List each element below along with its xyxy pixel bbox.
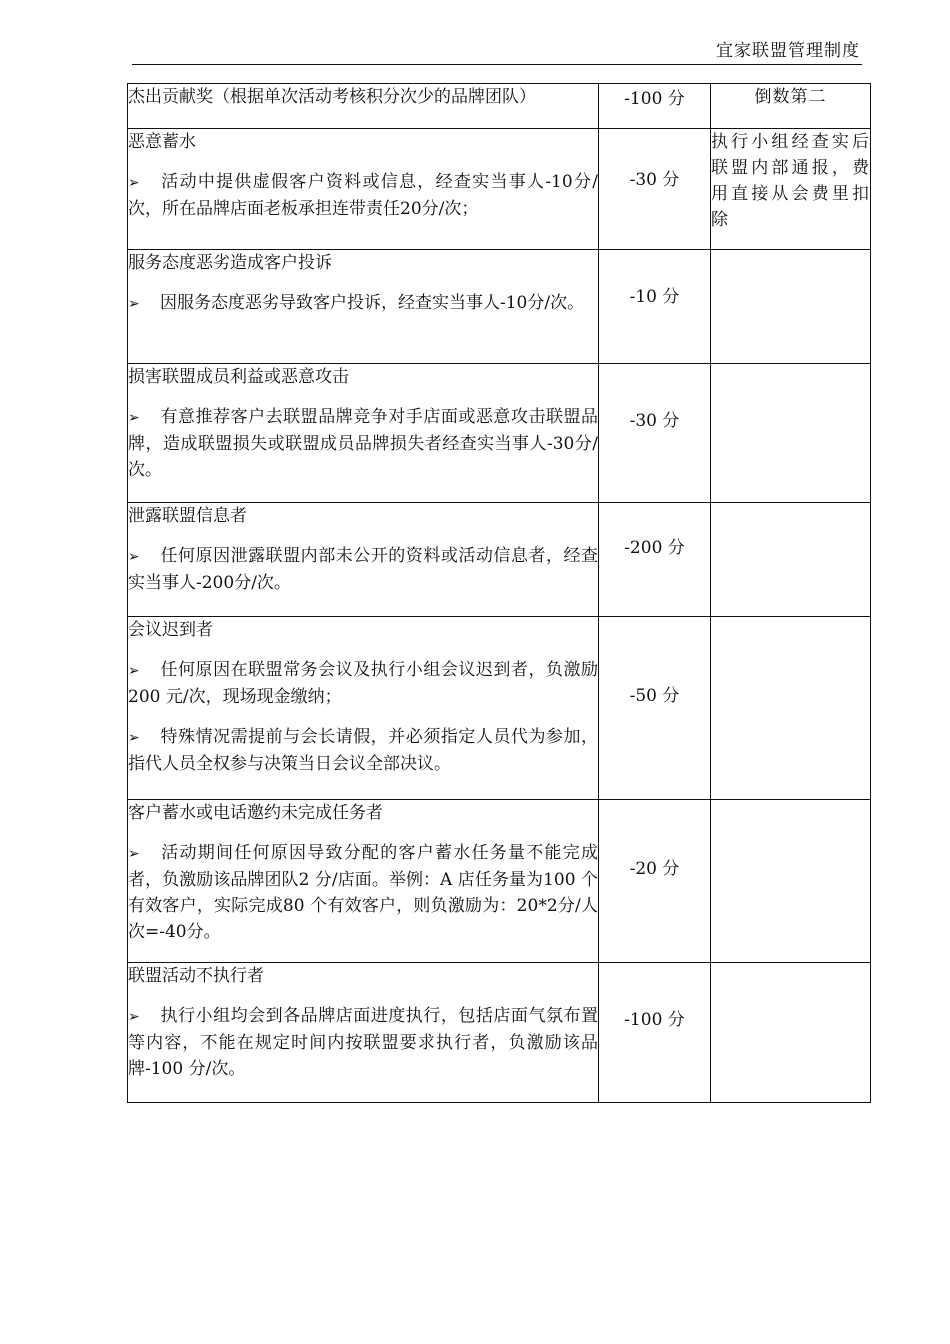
table-row — [128, 503, 871, 617]
table-row — [128, 963, 871, 1103]
rule-bullet-text: 任何原因在联盟常务会议及执行小组会议迟到者，负激励 200 元/次，现场现金缴纳； — [128, 660, 598, 707]
rule-title: 杰出贡献奖（根据单次活动考核积分次少的品牌团队） — [128, 87, 536, 107]
rule-bullet — [128, 290, 598, 317]
rule-bullet-text: 特殊情况需提前与会长请假，并必须指定人员代为参加，指代人员全权参与决策当日会议全部决议。 — [128, 727, 598, 774]
arrow-bullet-icon: ➢ — [128, 730, 140, 746]
rule-bullet — [128, 1003, 598, 1082]
rule-description-cell — [128, 364, 599, 503]
arrow-bullet-icon: ➢ — [128, 175, 140, 191]
rule-title: 联盟活动不执行者 — [128, 966, 264, 986]
table-row — [128, 364, 871, 503]
rule-title: 客户蓄水或电话邀约未完成任务者 — [128, 803, 383, 823]
rule-bullet-text: 活动中提供虚假客户资料或信息，经查实当事人-10分/次，所在品牌店面老板承担连带责任20分/次； — [128, 172, 598, 219]
rule-description-cell — [128, 800, 599, 963]
arrow-bullet-icon: ➢ — [128, 549, 140, 565]
score-value: -100 分 — [624, 1010, 685, 1030]
rule-title: 会议迟到者 — [128, 620, 213, 640]
rule-bullet-text: 因服务态度恶劣导致客户投诉，经查实当事人-10分/次。 — [160, 293, 585, 313]
rule-bullet-text: 有意推荐客户去联盟品牌竞争对手店面或恶意攻击联盟品牌，造成联盟损失或联盟成员品牌损失者经查实当事人-30分/次。 — [128, 407, 598, 480]
rule-title: 泄露联盟信息者 — [128, 506, 247, 526]
rule-description-cell — [128, 617, 599, 800]
header-divider — [132, 64, 862, 65]
score-value: -10 分 — [629, 287, 680, 307]
rule-description-cell — [128, 503, 599, 617]
rule-title: 损害联盟成员利益或恶意攻击 — [128, 367, 349, 387]
score-value: -30 分 — [629, 170, 680, 190]
rule-description-cell — [128, 250, 599, 364]
table-row — [128, 84, 871, 129]
rule-description-cell — [128, 129, 599, 250]
score-cell — [599, 84, 711, 129]
remark-cell — [711, 84, 871, 129]
arrow-bullet-icon: ➢ — [128, 1009, 140, 1025]
score-value: -50 分 — [629, 686, 680, 706]
score-value: -100 分 — [624, 89, 685, 109]
remark-cell — [711, 250, 871, 364]
rule-bullet — [128, 404, 598, 483]
score-cell — [599, 963, 711, 1103]
arrow-bullet-icon: ➢ — [128, 846, 140, 862]
score-value: -20 分 — [629, 859, 680, 879]
score-cell — [599, 364, 711, 503]
remark-cell — [711, 617, 871, 800]
table-row — [128, 250, 871, 364]
remark-cell — [711, 503, 871, 617]
rule-bullet — [128, 657, 598, 710]
arrow-bullet-icon: ➢ — [128, 296, 140, 312]
rule-bullet — [128, 543, 598, 596]
rule-bullet-text: 活动期间任何原因导致分配的客户蓄水任务量不能完成者，负激励该品牌团队2 分/店面。举例：A 店任务量为100 个有效客户，实际完成80 个有效客户，则负激励为：20*2分/人次=-40分。 — [128, 843, 598, 942]
score-cell — [599, 503, 711, 617]
score-cell — [599, 250, 711, 364]
score-cell — [599, 617, 711, 800]
rule-description-cell — [128, 84, 599, 129]
remark-cell — [711, 963, 871, 1103]
rule-bullet — [128, 724, 598, 777]
rule-title: 服务态度恶劣造成客户投诉 — [128, 253, 332, 273]
score-value: -200 分 — [624, 538, 685, 558]
rule-bullet — [128, 840, 598, 945]
remark-text: 倒数第二 — [754, 87, 827, 107]
remark-cell — [711, 129, 871, 250]
rule-bullet-text: 任何原因泄露联盟内部未公开的资料或活动信息者，经查实当事人-200分/次。 — [128, 546, 598, 593]
rule-bullet-text: 执行小组均会到各品牌店面进度执行，包括店面气氛布置等内容，不能在规定时间内按联盟要求执行者，负激励该品牌-100 分/次。 — [128, 1006, 598, 1079]
score-value: -30 分 — [629, 411, 680, 431]
table-row — [128, 800, 871, 963]
remark-text: 执行小组经查实后联盟内部通报，费用直接从会费里扣除 — [711, 132, 870, 230]
rule-bullet — [128, 169, 598, 222]
penalty-rules-table — [127, 83, 871, 1103]
remark-cell — [711, 364, 871, 503]
score-cell — [599, 800, 711, 963]
score-cell — [599, 129, 711, 250]
table-row — [128, 129, 871, 250]
arrow-bullet-icon: ➢ — [128, 663, 140, 679]
rule-description-cell — [128, 963, 599, 1103]
rule-title: 恶意蓄水 — [128, 132, 196, 152]
table-row — [128, 617, 871, 800]
arrow-bullet-icon: ➢ — [128, 410, 140, 426]
document-header-title: 宜家联盟管理制度 — [716, 41, 860, 61]
remark-cell — [711, 800, 871, 963]
